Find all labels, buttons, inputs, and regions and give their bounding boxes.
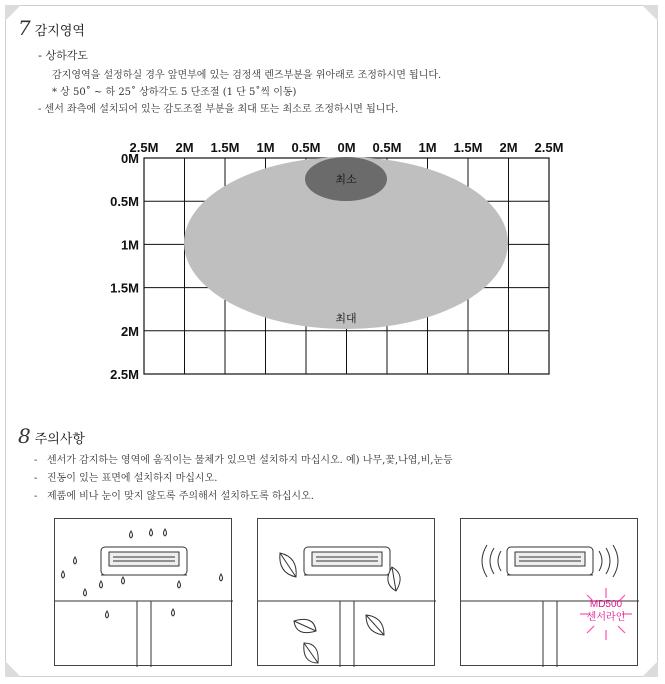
x-tick-label: 1.5M xyxy=(453,140,483,155)
bullet-text: 진동이 있는 표면에 설치하지 마십시오. xyxy=(46,473,218,484)
bullet-line xyxy=(34,469,217,484)
x-tick-label: 1M xyxy=(256,140,275,155)
x-tick-label: 0M xyxy=(337,140,356,155)
door-frame xyxy=(258,601,436,667)
section-8-heading xyxy=(18,424,85,448)
section-title: 주의사항 xyxy=(34,432,85,447)
text-line: * 상 50˚ ~ 하 25˚ 상하각도 5 단조절 (1 단 5˚씩 이동) xyxy=(52,87,297,98)
section-number: 7 xyxy=(18,16,31,40)
y-tick-label: 0M xyxy=(120,151,139,166)
x-tick-label: 2.5M xyxy=(129,140,159,155)
bullet-mark: - xyxy=(34,455,38,466)
bullet-mark: - xyxy=(34,473,38,484)
panel-leaves xyxy=(257,518,435,666)
bullet-text: 센서가 감지하는 영역에 움직이는 물체가 있으면 설치하지 마십시오. 예) 나무,꽃,나엽,비,눈등 xyxy=(46,455,453,466)
x-tick-label: 2M xyxy=(499,140,518,155)
y-tick-label: 2M xyxy=(120,323,139,339)
corner-fold-br xyxy=(642,661,658,677)
y-tick-label: 2.5M xyxy=(110,367,139,382)
x-tick-label: 2M xyxy=(175,140,194,155)
sensor-device-icon xyxy=(101,547,187,575)
text-line: - 상하각도 xyxy=(38,49,88,62)
bullet-mark: - xyxy=(34,491,38,502)
watermark-stamp xyxy=(578,586,634,642)
rain-illustration xyxy=(55,519,233,667)
text-line: 감지영역을 설정하실 경우 앞면부에 있는 검정색 렌즈부분을 위아래로 조정하시면 됩니다. xyxy=(52,70,442,81)
x-tick-label: 1.5M xyxy=(210,140,240,155)
zone-max-label: 최대 xyxy=(335,313,357,325)
section-title: 감지영역 xyxy=(34,24,85,39)
door-frame xyxy=(55,601,233,667)
y-axis-ticks xyxy=(110,151,139,382)
text-line: - 센서 좌측에 설치되어 있는 감도조절 부분을 최대 또는 최소로 조정하시면 됩니다. xyxy=(38,104,399,115)
y-tick-label: 0.5M xyxy=(110,194,139,210)
x-tick-label: 2.5M xyxy=(534,140,564,155)
y-tick-label: 1.5M xyxy=(110,280,139,296)
sensor-device-icon xyxy=(507,547,593,575)
watermark-line1: MD500 xyxy=(589,599,623,610)
x-tick-label: 1M xyxy=(418,140,437,155)
zone-min-label: 최소 xyxy=(335,174,357,186)
x-tick-label: 0.5M xyxy=(291,140,321,155)
section-number: 8 xyxy=(18,424,31,448)
sensor-device-icon xyxy=(304,547,390,575)
bullet-line xyxy=(34,451,453,466)
bullet-text: 제품에 비나 눈이 맞지 않도록 주의해서 설치하도록 하십시오. xyxy=(46,491,314,502)
corner-fold-bl xyxy=(5,661,21,677)
watermark-line2: 센서라인 xyxy=(586,612,626,623)
x-tick-label: 0.5M xyxy=(372,140,402,155)
panel-rain xyxy=(54,518,232,666)
leaves-illustration xyxy=(258,519,436,667)
bullet-line xyxy=(34,487,314,502)
x-axis-ticks xyxy=(130,140,564,155)
y-tick-label: 1M xyxy=(120,237,139,253)
